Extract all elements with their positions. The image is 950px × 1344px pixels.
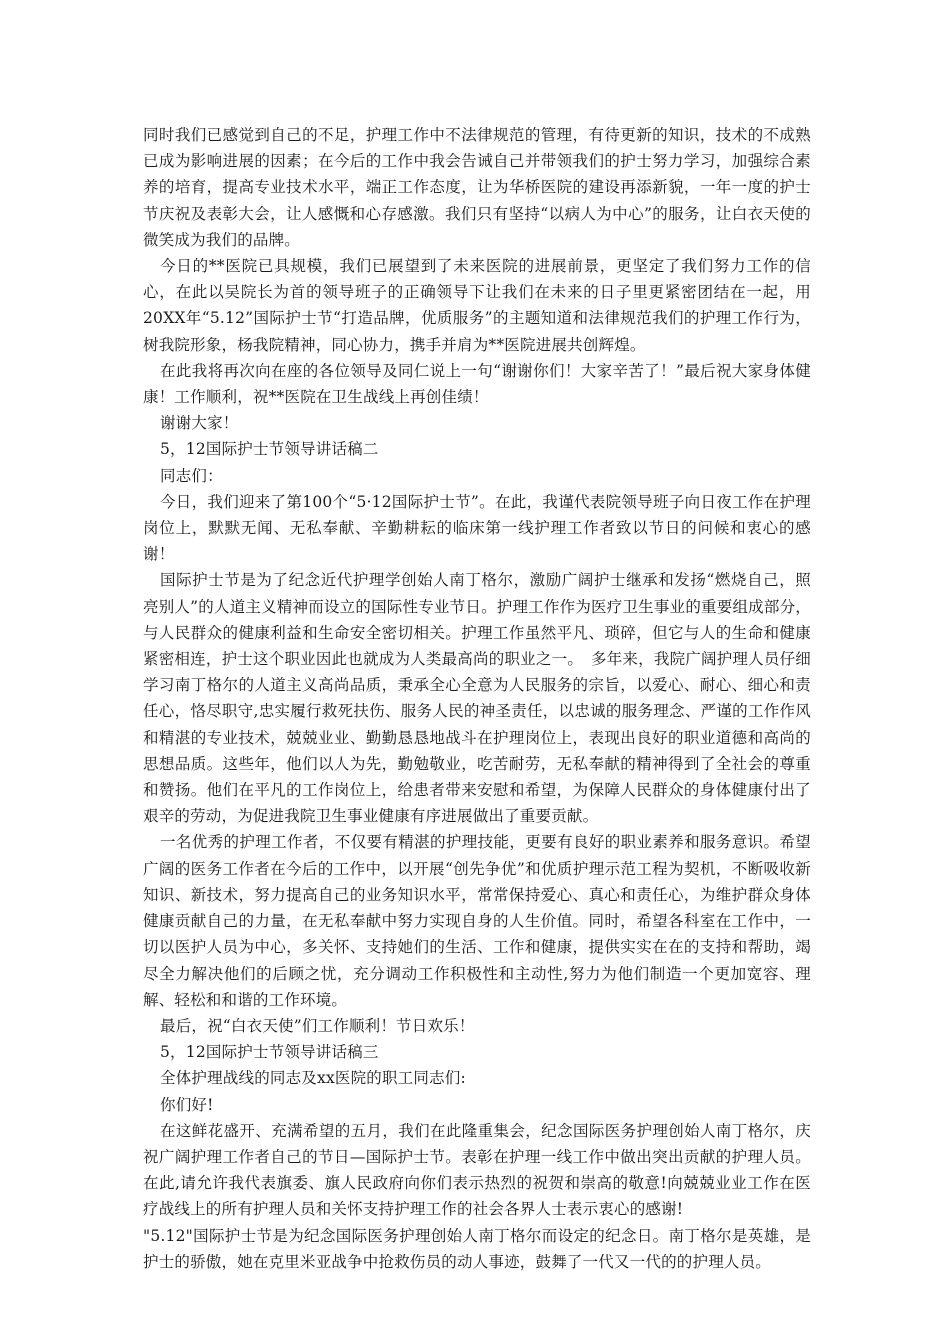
paragraph: 最后，祝“白衣天使”们工作顺利！节日欢乐！ (160, 1016, 475, 1035)
paragraph: 国际护士节是为了纪念近代护理学创始人南丁格尔，激励广阔护士继承和发扬“燃烧自己，照亮别人”的人道主义精神而设立的国际性专业节日。护理工作作为医疗卫生事业的重要组成部分，与人民群众的健康利益和生命安全密切相关。护理工作虽然平凡、琐碎，但它与人的生命和健康紧密相连，护士这个职业因此也就成为人类最高尚的职业之一。 多年来，我院广阔护理人员仔细学习南丁格尔的人道主义高尚品质，秉承全心全意为人民服务的宗旨，以爱心、耐心、细心和责任心，恪尽职守,忠实履行救死扶伤、服务人民的神圣责任，以忠诚的服务理念、严谨的工作作风和精湛的专业技术，兢兢业业、勤勤恳恳地战斗在护理岗位上，表现出良好的职业道德和高尚的思想品质。这些年，他们以人为先，勤勉敬业，吃苦耐劳，无私奉献的精神得到了全社会的尊重和赞扬。他们在平凡的工作岗位上，给患者带来安慰和希望，为保障人民群众的身体健康付出了艰辛的劳动，为促进我院卫生事业健康有序进展做出了重要贡献。 (143, 571, 811, 826)
paragraph: 今日的**医院已具规模，我们已展望到了未来医院的进展前景，更坚定了我们努力工作的信心，在此以吴院长为首的领导班子的正确领导下让我们在未来的日子里更紧密团结在一起，用20XX年“5.12”国际护士节“打造品牌，优质服务”的主题知道和法律规范我们的护理工作行为，树我院形象，杨我院精神，同心协力，携手并肩为**医院进展共创辉煌。 (143, 257, 811, 354)
paragraph: 谢谢大家！ (160, 414, 239, 433)
paragraph: 今日，我们迎来了第100个“5·12国际护士节”。在此，我谨代表院领导班子向日夜工作在护理岗位上，默默无闻、无私奉献、辛勤耕耘的临床第一线护理工作者致以节日的问候和衷心的感谢！ (143, 492, 811, 564)
salutation: 同志们： (160, 466, 223, 485)
document-body (143, 122, 811, 1275)
salutation: 全体护理战线的同志及xx医院的职工同志们: (160, 1069, 466, 1088)
section-heading: 5，12国际护士节领导讲话稿二 (160, 440, 379, 459)
paragraph: 在这鲜花盛开、充满希望的五月，我们在此隆重集会，纪念国际医务护理创始人南丁格尔，庆祝广阔护理工作者自己的节日—国际护士节。表彰在护理一线工作中做出突出贡献的护理人员。在此,请允许我代表旗委、旗人民政府向你们表示热烈的祝贺和崇高的敬意!向兢兢业业工作在医疗战线上的所有护理人员和关怀支持护理工作的社会各界人士表示衷心的感谢! (143, 1121, 811, 1219)
paragraph: 在此我将再次向在座的各位领导及同仁说上一句“谢谢你们！大家辛苦了！”最后祝大家身体健康！工作顺利，祝**医院在卫生战线上再创佳绩！ (143, 361, 811, 407)
greeting: 你们好! (160, 1095, 214, 1114)
paragraph: "5.12"国际护士节是为纪念国际医务护理创始人南丁格尔而设定的纪念日。南丁格尔是英雄，是护士的骄傲，她在克里米亚战争中抢救伤员的动人事迹，鼓舞了一代又一代的的护理人员。 (143, 1226, 811, 1271)
paragraph: 同时我们已感觉到自己的不足，护理工作中不法律规范的管理，有待更新的知识，技术的不成熟已成为影响进展的因素；在今后的工作中我会告诫自己并带领我们的护士努力学习，加强综合素养的培育，提高专业技术水平，端正工作态度，让为华桥医院的建设再添新貌，一年一度的护士节庆祝及表彰大会，让人感慨和心存感激。我们只有坚持“以病人为中心”的服务，让白衣天使的微笑成为我们的品牌。 (143, 126, 811, 249)
paragraph: 一名优秀的护理工作者，不仅要有精湛的护理技能，更要有良好的职业素养和服务意识。希望广阔的医务工作者在今后的工作中，以开展“创先争优”和优质护理示范工程为契机，不断吸收新知识、新技术，努力提高自己的业务知识水平，常常保持爱心、真心和责任心，为维护群众身体健康贡献自己的力量，在无私奉献中努力实现自身的人生价值。同时，希望各科室在工作中，一切以医护人员为中心，多关怀、支持她们的生活、工作和健康，提供实实在在的支持和帮助，竭尽全力解决他们的后顾之忧，充分调动工作积极性和主动性,努力为他们制造一个更加宽容、理解、轻松和和谐的工作环境。 (143, 833, 811, 1009)
section-heading: 5，12国际护士节领导讲话稿三 (160, 1043, 379, 1062)
